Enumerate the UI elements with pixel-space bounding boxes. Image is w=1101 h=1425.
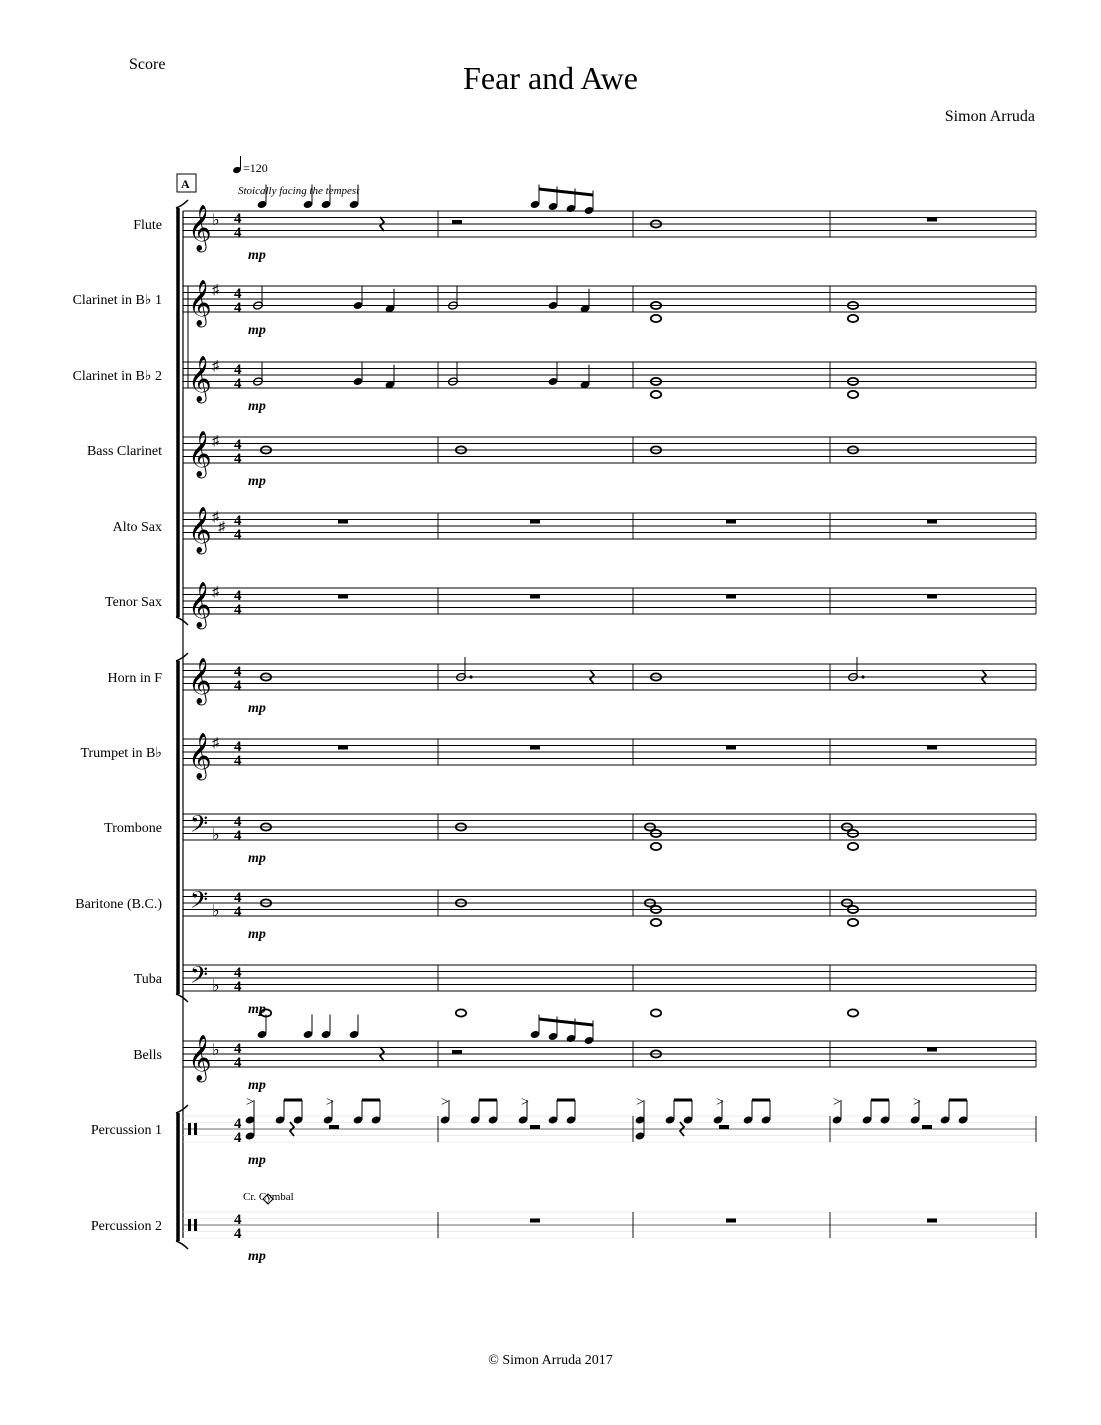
half-rest	[719, 1125, 729, 1129]
tempo-marking	[232, 156, 268, 175]
whole-rest	[530, 520, 540, 524]
accent-icon: >	[913, 1095, 921, 1110]
instrument-name: Tuba	[133, 972, 162, 987]
time-signature-top: 4	[234, 437, 242, 453]
time-signature-bottom: 4	[234, 753, 242, 769]
accent-icon: >	[521, 1095, 529, 1110]
time-signature-bottom: 4	[234, 1055, 242, 1071]
treble-clef-icon: 𝄞	[188, 280, 212, 325]
tempo-value: =120	[243, 161, 268, 175]
brass-bracket	[176, 653, 188, 1002]
whole-rest	[927, 520, 937, 524]
dynamic-marking: mp	[248, 1002, 266, 1017]
rehearsal-mark-label: A	[181, 177, 190, 191]
staff-clarinet-in-b-2	[73, 356, 1036, 414]
instrument-name: Clarinet in B♭ 2	[72, 369, 162, 384]
time-signature-top: 4	[234, 1041, 242, 1057]
dynamic-marking: mp	[248, 927, 266, 942]
treble-clef-icon: 𝄞	[188, 733, 212, 778]
tempo-expression: Stoically facing the tempest	[238, 185, 360, 197]
time-signature-bottom: 4	[234, 451, 242, 467]
time-signature-bottom: 4	[234, 225, 242, 241]
sharp-icon: ♯	[212, 585, 219, 600]
dynamic-marking: mp	[248, 248, 266, 263]
percussion2-instrument-label: Cr. Cymbal	[243, 1191, 294, 1203]
whole-rest	[927, 218, 937, 222]
half-rest	[530, 1125, 540, 1129]
dynamic-marking: mp	[248, 399, 266, 414]
flat-icon: ♭	[212, 978, 220, 995]
time-signature-bottom: 4	[234, 602, 242, 618]
instrument-name: Tenor Sax	[105, 595, 162, 610]
dot	[469, 675, 472, 678]
time-signature-bottom: 4	[234, 979, 242, 995]
half-rest	[452, 1050, 462, 1054]
staff-horn-in-f	[108, 657, 1036, 716]
staff-bells	[133, 1015, 1036, 1094]
half-rest	[329, 1125, 339, 1129]
whole-note	[848, 919, 858, 926]
treble-clef-icon: 𝄞	[188, 356, 212, 401]
percussion-bracket	[176, 1105, 188, 1249]
time-signature-bottom: 4	[234, 300, 242, 316]
sharp-icon: ♯	[212, 283, 219, 298]
time-signature-bottom: 4	[234, 1130, 242, 1146]
whole-note	[651, 919, 661, 926]
flat-icon: ♭	[212, 1042, 220, 1059]
score-label: Score	[129, 56, 166, 73]
dynamic-marking: mp	[248, 1078, 266, 1093]
sharp-icon: ♯	[212, 510, 219, 525]
treble-clef-icon: 𝄞	[188, 582, 212, 627]
bass-clef-icon: 𝄢	[190, 812, 209, 843]
treble-clef-icon: 𝄞	[188, 507, 212, 552]
staff-clarinet-in-b-1	[73, 280, 1036, 338]
instrument-name: Bells	[133, 1048, 162, 1063]
time-signature-top: 4	[234, 664, 242, 680]
whole-rest	[726, 520, 736, 524]
time-signature-top: 4	[234, 1212, 242, 1228]
time-signature-bottom: 4	[234, 678, 242, 694]
half-rest	[452, 220, 462, 224]
flat-icon: ♭	[212, 827, 220, 844]
dynamic-marking: mp	[248, 474, 266, 489]
time-signature-bottom: 4	[234, 828, 242, 844]
dynamic-marking: mp	[248, 851, 266, 866]
whole-note	[651, 843, 661, 850]
whole-note	[651, 315, 661, 322]
sharp-icon: ♯	[212, 434, 219, 449]
accent-icon: >	[246, 1095, 254, 1110]
instrument-name: Bass Clarinet	[86, 444, 162, 459]
whole-note	[848, 1009, 858, 1016]
staves-container	[73, 185, 1036, 1265]
percussion-clef-icon	[188, 1219, 191, 1231]
whole-note	[848, 391, 858, 398]
whole-rest	[726, 595, 736, 599]
time-signature-bottom: 4	[234, 376, 242, 392]
time-signature-top: 4	[234, 588, 242, 604]
whole-rest	[927, 1048, 937, 1052]
dynamic-marking: mp	[248, 323, 266, 338]
whole-note	[848, 315, 858, 322]
sharp-icon: ♯	[212, 736, 219, 751]
whole-rest	[927, 746, 937, 750]
treble-clef-icon: 𝄞	[188, 431, 212, 476]
time-signature-bottom: 4	[234, 527, 242, 543]
time-signature-top: 4	[234, 211, 242, 227]
whole-rest	[927, 1219, 937, 1223]
time-signature-top: 4	[234, 362, 242, 378]
instrument-name: Flute	[133, 218, 162, 233]
time-signature-bottom: 4	[234, 904, 242, 920]
page-title: Fear and Awe	[463, 60, 638, 96]
whole-rest	[338, 520, 348, 524]
accent-icon: >	[833, 1095, 841, 1110]
accent-icon: >	[441, 1095, 449, 1110]
instrument-name: Clarinet in B♭ 1	[72, 293, 162, 308]
staff-percussion-1	[91, 1095, 1036, 1168]
flat-icon: ♭	[212, 903, 220, 920]
staff-trumpet-in-b-	[80, 733, 1036, 781]
dot	[861, 675, 864, 678]
accent-icon: >	[326, 1095, 334, 1110]
time-signature-bottom: 4	[234, 1226, 242, 1242]
beam	[539, 189, 593, 195]
whole-rest	[530, 746, 540, 750]
whole-rest	[726, 1219, 736, 1223]
instrument-name: Trombone	[104, 821, 162, 836]
treble-clef-icon: 𝄞	[188, 205, 212, 250]
copyright: © Simon Arruda 2017	[488, 1353, 613, 1368]
woodwinds-bracket	[176, 200, 188, 625]
staff-bass-clarinet	[87, 431, 1036, 489]
composer-name: Simon Arruda	[944, 108, 1035, 125]
instrument-name: Horn in F	[107, 671, 162, 686]
flat-icon: ♭	[212, 212, 220, 229]
rehearsal-mark	[177, 174, 196, 192]
dynamic-marking: mp	[248, 1153, 266, 1168]
whole-rest	[530, 595, 540, 599]
whole-note	[651, 1009, 661, 1016]
whole-rest	[338, 746, 348, 750]
time-signature-top: 4	[234, 965, 242, 981]
time-signature-top: 4	[234, 513, 242, 529]
time-signature-top: 4	[234, 890, 242, 906]
treble-clef-icon: 𝄞	[188, 1035, 212, 1080]
bass-clef-icon: 𝄢	[190, 963, 209, 994]
whole-note	[848, 843, 858, 850]
accent-icon: >	[636, 1095, 644, 1110]
sharp-icon: ♯	[212, 359, 219, 374]
time-signature-top: 4	[234, 814, 242, 830]
dynamic-marking: mp	[248, 701, 266, 716]
time-signature-top: 4	[234, 739, 242, 755]
whole-note	[456, 1009, 466, 1016]
staff-tenor-sax	[105, 582, 1036, 630]
time-signature-top: 4	[234, 1116, 242, 1132]
whole-note	[651, 391, 661, 398]
instrument-name: Alto Sax	[112, 520, 162, 535]
whole-rest	[726, 746, 736, 750]
instrument-name: Baritone (B.C.)	[75, 897, 162, 912]
staff-baritone-b-c-	[75, 888, 1036, 942]
time-signature-top: 4	[234, 286, 242, 302]
whole-rest	[338, 595, 348, 599]
staff-alto-sax	[113, 507, 1036, 555]
half-rest	[922, 1125, 932, 1129]
staff-percussion-2	[91, 1194, 1036, 1264]
accent-icon: >	[716, 1095, 724, 1110]
staff-trombone	[104, 812, 1036, 866]
instrument-name: Trumpet in B♭	[80, 746, 162, 761]
bass-clef-icon: 𝄢	[190, 888, 209, 919]
percussion-clef-icon	[188, 1123, 191, 1135]
beam	[539, 1019, 593, 1025]
instrument-name: Percussion 1	[90, 1123, 162, 1138]
dynamic-marking: mp	[248, 1249, 266, 1264]
sharp-icon: ♯	[218, 520, 225, 535]
treble-clef-icon: 𝄞	[188, 658, 212, 703]
instrument-name: Percussion 2	[90, 1219, 162, 1234]
staff-tuba	[134, 963, 1036, 1017]
whole-rest	[530, 1219, 540, 1223]
whole-rest	[927, 595, 937, 599]
